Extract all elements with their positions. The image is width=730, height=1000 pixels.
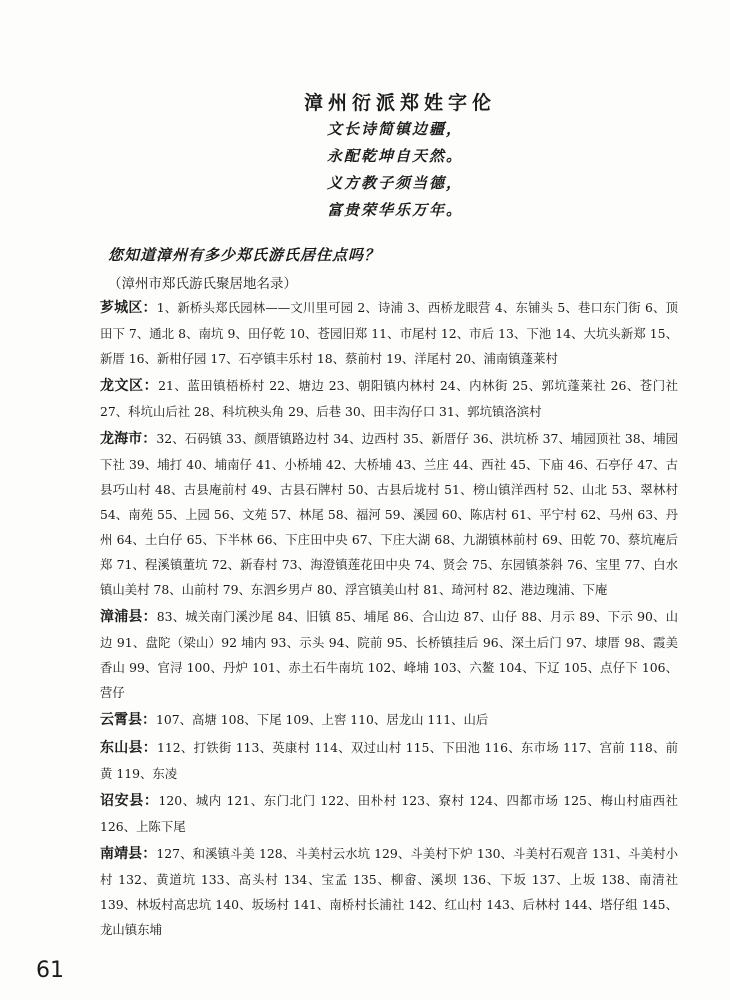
region-entry xyxy=(100,604,678,705)
section-subtitle: （漳州市郑氏游氏聚居地名录） xyxy=(108,276,297,292)
region-name: 南靖县： xyxy=(100,846,157,862)
region-entry xyxy=(100,373,678,424)
region-name: 芗城区： xyxy=(100,300,157,316)
region-name: 漳浦县： xyxy=(100,609,157,625)
poem-line: 永配乾坤自天然。 xyxy=(326,147,463,165)
region-text: 1、新桥头郑氏园林——文川里可园 2、诗浦 3、西桥龙眼营 4、东铺头 5、巷口东门街 6、顶田下 7、通北 8、南坑 9、田仔乾 10、苍园旧郑 11、市尾村 12、市后 13、下池 14、大坑头新郑 15、新厝 16、新柑仔园 17、石亭镇丰乐村 18、蔡前村 19、洋尾村 20、浦南镇蓬莱村 xyxy=(100,300,678,366)
region-text: 120、城内 121、东门北门 122、田朴村 123、寮村 124、四都市场 125、梅山村庙西社 126、上陈下尾 xyxy=(100,793,679,834)
poem-line: 富贵荣华乐万年。 xyxy=(326,201,463,219)
region-name: 云霄县： xyxy=(100,712,156,728)
region-text: 127、和溪镇斗美 128、斗美村云水坑 129、斗美村下炉 130、斗美村石观音 131、斗美村小村 132、黄道坑 133、高头村 134、宝孟 135、柳畲、溪坝 136、下坂 137、上坂 138、南清社 139、林坂村高忠坑 140、坂场村 141、南桥村长浦社 142、红山村 143、后林村 144、塔仔组 145、龙山镇东埔 xyxy=(100,846,679,937)
region-text: 32、石码镇 33、颜厝镇路边村 34、边西村 35、新厝仔 36、洪坑桥 37、埔园顶社 38、埔园下社 39、埔打 40、埔南仔 41、小桥埔 42、大桥埔 43、兰庄 44、西社 45、下庙 46、石亭仔 47、古县巧山村 48、古县庵前村 49、古县石牌村 50、古县后垅村 51、榜山镇洋西村 52、山北 53、翠林村 54、南苑 55、上园 56、文苑 57、林尾 58、福河 59、溪园 60、陈店村 61、平宁村 62、马州 63、丹州 64、土白仔 65、下半林 66、下庄田中央 67、下庄大湖 68、九湖镇林前村 69、田乾 70、蔡坑庵后郑 71、程溪镇董坑 72、新春村 73、海澄镇莲花田中央 74、贤会 75、东园镇茶斜 76、宝里 77、白水镇山美村 78、山前村 79、东泗乡男卢 80、浮宫镇美山村 81、琦河村 82、港边瑰浦、下庵 xyxy=(100,431,679,597)
region-entry xyxy=(100,735,678,786)
poem-line: 义方教子须当德， xyxy=(326,174,463,192)
region-name: 龙海市： xyxy=(100,431,157,447)
region-text: 107、高塘 108、下尾 109、上窖 110、居龙山 111、山后 xyxy=(156,712,489,727)
region-name: 东山县： xyxy=(100,740,158,756)
region-text: 112、打铁街 113、英康村 114、双过山村 115、下田池 116、东市场 117、宫前 118、前黄 119、东凌 xyxy=(100,740,678,781)
region-entry xyxy=(100,426,678,602)
region-text: 21、蓝田镇梧桥村 22、塘边 23、朝阳镇内林村 24、内林街 25、郭坑蓬莱社 26、苍门社 27、科坑山后社 28、科坑秧头角 29、后巷 30、田丰沟仔口 31、郭坑镇洛滨村 xyxy=(100,378,679,419)
page-number: 61 xyxy=(36,958,64,983)
poem-title: 漳州衍派郑姓字伦 xyxy=(303,92,496,114)
region-entry xyxy=(100,788,678,839)
directory-body xyxy=(100,295,678,944)
poem xyxy=(0,90,730,224)
region-entry xyxy=(100,841,678,942)
region-text: 83、城关南门溪沙尾 84、旧镇 85、埔尾 86、合山边 87、山仔 88、月示 89、下示 90、山边 91、盘陀（梁山）92 埔内 93、示头 94、院前 95、长桥镇挂后 96、深土后门 97、埭厝 98、霞美香山 99、官浔 100、丹炉 101、赤土石牛南坑 102、峰埔 103、六鳌 104、下辽 105、点仔下 106、营仔 xyxy=(100,609,679,700)
region-name: 诏安县： xyxy=(100,793,159,809)
region-entry xyxy=(100,295,678,371)
region-entry xyxy=(100,707,678,733)
region-name: 龙文区： xyxy=(100,378,159,394)
section-question: 您知道漳州有多少郑氏游氏居住点吗？ xyxy=(108,246,381,264)
poem-line: 文长诗简镇边疆， xyxy=(326,120,463,138)
